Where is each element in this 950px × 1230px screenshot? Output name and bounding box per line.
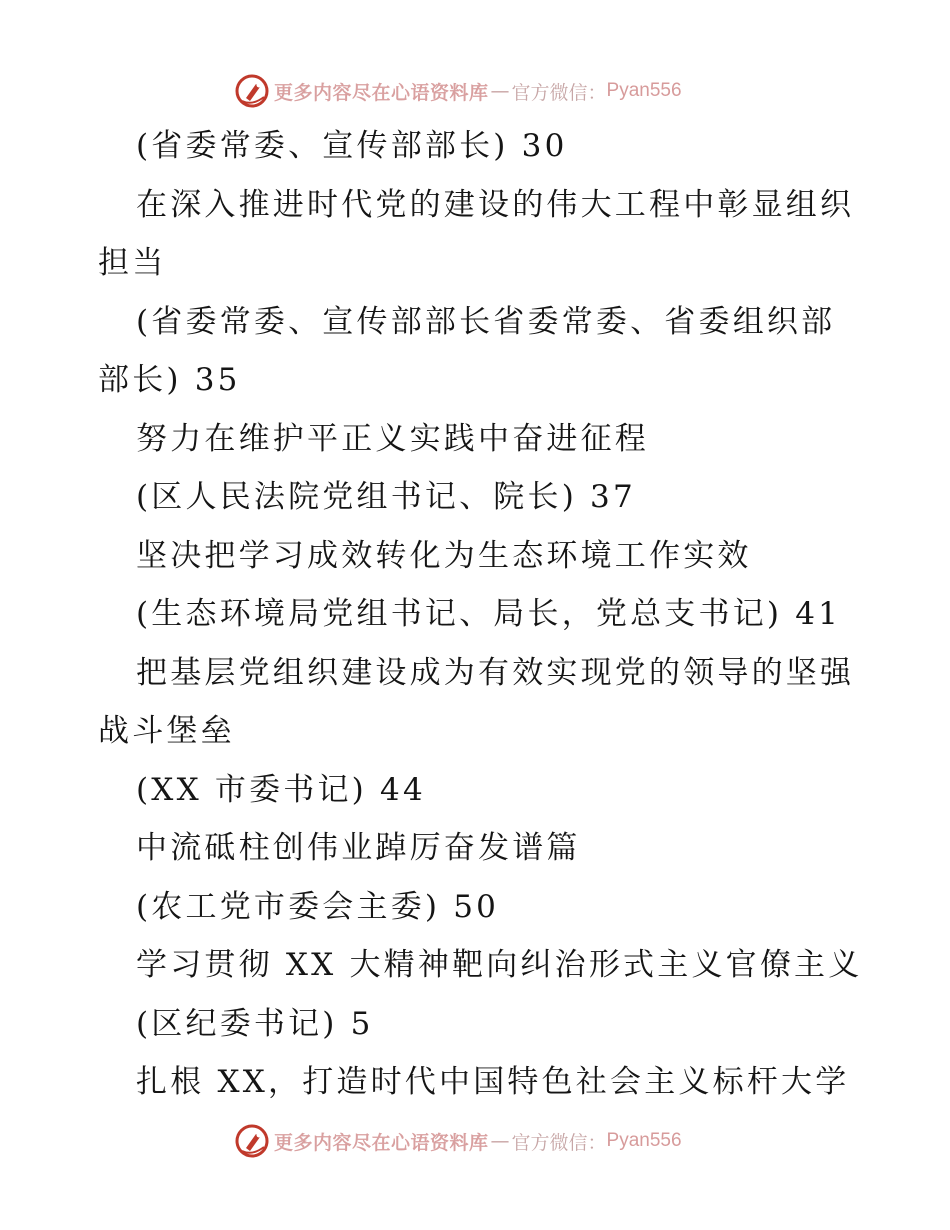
toc-line-author: (省委常委、宣传部部长) 30 — [136, 128, 568, 164]
watermark-separator: — — [490, 1130, 510, 1152]
toc-line-title: 坚决把学习成效转化为生态环境工作实效 — [136, 538, 752, 574]
toc-line-title: 学习贯彻 XX 大精神靶向纠治形式主义官僚主义 — [136, 947, 863, 983]
toc-line-title: 努力在维护平正义实践中奋进征程 — [136, 421, 649, 457]
watermark-wechat-id: Pyan556 — [606, 80, 682, 101]
toc-line-author: (XX 市委书记) 44 — [136, 772, 426, 808]
footer-watermark — [232, 1121, 682, 1161]
watermark-text: 更多内容尽在心语资料库 — [274, 81, 489, 104]
toc-line-title: 把基层党组织建设成为有效实现党的领导的坚强 — [136, 655, 855, 691]
toc-line-author: (区人民法院党组书记、院长) 37 — [136, 479, 636, 515]
watermark-text: 更多内容尽在心语资料库 — [274, 1131, 489, 1154]
watermark-wechat-label: 官方微信： — [511, 1131, 607, 1154]
toc-line-title: 在深入推进时代党的建设的伟大工程中彰显组织 — [136, 187, 855, 223]
toc-line-title-wrap: 担当 — [98, 245, 167, 281]
toc-line-title: 中流砥柱创伟业踔厉奋发谱篇 — [136, 830, 581, 866]
toc-line-title-wrap: 战斗堡垒 — [98, 713, 235, 749]
watermark-wechat-label: 官方微信： — [511, 81, 607, 104]
watermark-wechat-id: Pyan556 — [606, 1130, 682, 1151]
toc-line-title: 扎根 XX，打造时代中国特色社会主义标杆大学 — [136, 1064, 850, 1100]
watermark-separator: — — [490, 80, 510, 102]
toc-line-author: (区纪委书记) 5 — [136, 1006, 374, 1042]
pen-nib-logo-icon — [232, 1121, 272, 1161]
toc-line-author: (生态环境局党组书记、局长，党总支书记) 41 — [136, 596, 842, 632]
toc-line-author: (省委常委、宣传部部长省委常委、省委组织部 — [136, 304, 836, 340]
toc-line-author: (农工党市委会主委) 50 — [136, 889, 500, 925]
toc-line-author-wrap: 部长) 35 — [98, 362, 241, 398]
